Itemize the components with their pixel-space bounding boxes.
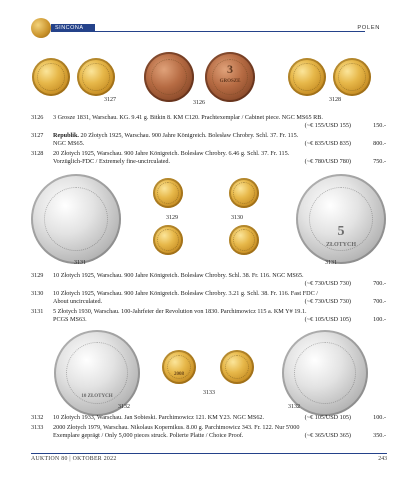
lot-description-line2: Exemplare geprägt / Only 5,000 pieces struck. Polierte Platte / Choice Proof. [53, 432, 244, 439]
coin-3133-year: 2008 [174, 372, 184, 377]
coin-3130-reverse [229, 225, 259, 255]
lot-description: 10 Złotych 1925, Warschau. 900 Jahre Königreich. Bolesław Chrobry. Schl. 38. Fr. 116. NGC MS65. [53, 272, 304, 279]
lot-description: 20 Złotych 1925, Warschau. 900 Jahre Königreich. Bolesław Chrobry. 6.46 g. Schl. 37. Fr. 115. [53, 150, 290, 157]
coin-3126-unit: GROSZE [219, 79, 241, 84]
coin-3132-value: 10 ZŁOTYCH [81, 394, 113, 399]
lot-number-label-3132-left: 3132 [118, 404, 130, 410]
coin-3130-obverse [229, 178, 259, 208]
lot-estimate: 800.- [373, 140, 386, 147]
coin-3131-reverse [296, 174, 386, 264]
lot-description-line2: NGC MS65. [53, 140, 85, 147]
coin-3128-reverse [333, 58, 371, 96]
lot-description: 2000 Złotych 1979, Warschau. Nikolaus Kopernikus. 8.00 g. Parchimowicz 343. Fr. 122. Nur 5'000 [53, 424, 300, 431]
sincona-logo-coin [31, 18, 51, 38]
page-number: 243 [378, 456, 387, 462]
lot-estimate-conversion: (~€ 365/USD 365) [304, 432, 351, 439]
lot-number: 3128 [31, 150, 44, 157]
lot-number: 3131 [31, 308, 44, 315]
lot-3132 [31, 414, 386, 422]
lot-number-label-3129: 3129 [166, 215, 178, 221]
lot-3133 [31, 424, 386, 440]
lot-estimate: 700.- [373, 298, 386, 305]
coin-3126-obverse [144, 52, 194, 102]
lot-description-line2: PCGS MS63. [53, 316, 87, 323]
lot-number: 3129 [31, 272, 44, 279]
lot-estimate: 700.- [373, 280, 386, 287]
lot-estimate-conversion: (~€ 105/USD 105) [304, 316, 351, 323]
coin-3127-reverse [77, 58, 115, 96]
lot-description: 10 Złotych 1933, Warschau. Jan Sobieski. Parchimowicz 121. KM Y23. NGC MS62. [53, 414, 265, 421]
lot-estimate: 150.- [373, 122, 386, 129]
brand-name: SINCONA [55, 25, 84, 31]
lot-number-label-3133: 3133 [203, 390, 215, 396]
lot-3130 [31, 290, 386, 306]
section-title: POLEN [357, 25, 380, 31]
lot-number-label-3131-left: 3131 [74, 260, 86, 266]
lot-3126 [31, 114, 386, 130]
header-rule [95, 31, 365, 32]
lot-description: 10 Złotych 1925, Warschau. 900 Jahre Königreich. Bolesław Chrobry. 3.21 g. Schl. 38. Fr. 116. Fast FDC / [53, 290, 318, 297]
lot-number: 3126 [31, 114, 44, 121]
lot-estimate-conversion: (~€ 730/USD 730) [304, 298, 351, 305]
coin-3133-reverse [220, 350, 254, 384]
lot-estimate: 750.- [373, 158, 386, 165]
lot-description-line2: Vorzüglich-FDC / Extremely fine-uncirculated. [53, 158, 171, 165]
lot-heading: Republik. [53, 132, 79, 139]
lot-number-label-3130: 3130 [231, 215, 243, 221]
lot-estimate-conversion: (~€ 835/USD 835) [304, 140, 351, 147]
lot-3129 [31, 272, 386, 288]
lot-number: 3133 [31, 424, 44, 431]
lot-estimate-conversion: (~€ 105/USD 105) [304, 414, 351, 421]
coin-3127-obverse [32, 58, 70, 96]
lot-number-label-3128: 3128 [329, 97, 341, 103]
lot-estimate: 100.- [373, 316, 386, 323]
lot-number: 3130 [31, 290, 44, 297]
lot-number-label-3127: 3127 [104, 97, 116, 103]
lot-3127 [31, 132, 386, 148]
lot-description-line2: About uncirculated. [53, 298, 103, 305]
lot-description: 5 Złotych 1930, Warschau. 100-Jahrfeier der Revolution von 1830. Parchimowicz 115 a. KM Y# 19.1. [53, 308, 307, 315]
lot-description-text: 20 Złotych 1925, Warschau. 900 Jahre Königreich. Bolesław Chrobry. Schl. 37. Fr. 115. [80, 132, 299, 139]
coin-3126-reverse [205, 52, 255, 102]
coin-3128-obverse [288, 58, 326, 96]
coin-3129-reverse [153, 225, 183, 255]
lot-number-label-3132-right: 3132 [288, 404, 300, 410]
lot-estimate: 100.- [373, 414, 386, 421]
coin-3129-obverse [153, 178, 183, 208]
lot-number-label-3131-right: 3131 [325, 260, 337, 266]
lot-description [53, 132, 343, 140]
lot-estimate-conversion: (~€ 780/USD 780) [304, 158, 351, 165]
coin-3131-obverse [31, 174, 121, 264]
coin-3126-denomination: 3 [227, 62, 233, 76]
coin-3131-unit: ZŁOTYCH [325, 242, 356, 248]
coin-3131-denomination: 5 [337, 224, 345, 239]
lot-3128 [31, 150, 386, 166]
footer-auction-info: AUKTION 80 | OKTOBER 2022 [31, 456, 117, 462]
lot-description: 3 Grosze 1831, Warschau. KG. 9.41 g. Bitkin 8. KM C120. Prachtexemplar / Cabinet piece. NGC MS65 RB. [53, 114, 323, 121]
lot-number: 3132 [31, 414, 44, 421]
lot-estimate-conversion: (~€ 730/USD 730) [304, 280, 351, 287]
lot-estimate-conversion: (~€ 155/USD 155) [304, 122, 351, 129]
lot-3131 [31, 308, 386, 324]
footer-rule [31, 453, 387, 454]
lot-number: 3127 [31, 132, 44, 139]
lot-number-label-3126: 3126 [193, 100, 205, 106]
coin-3133-obverse [162, 350, 196, 384]
lot-estimate: 350.- [373, 432, 386, 439]
